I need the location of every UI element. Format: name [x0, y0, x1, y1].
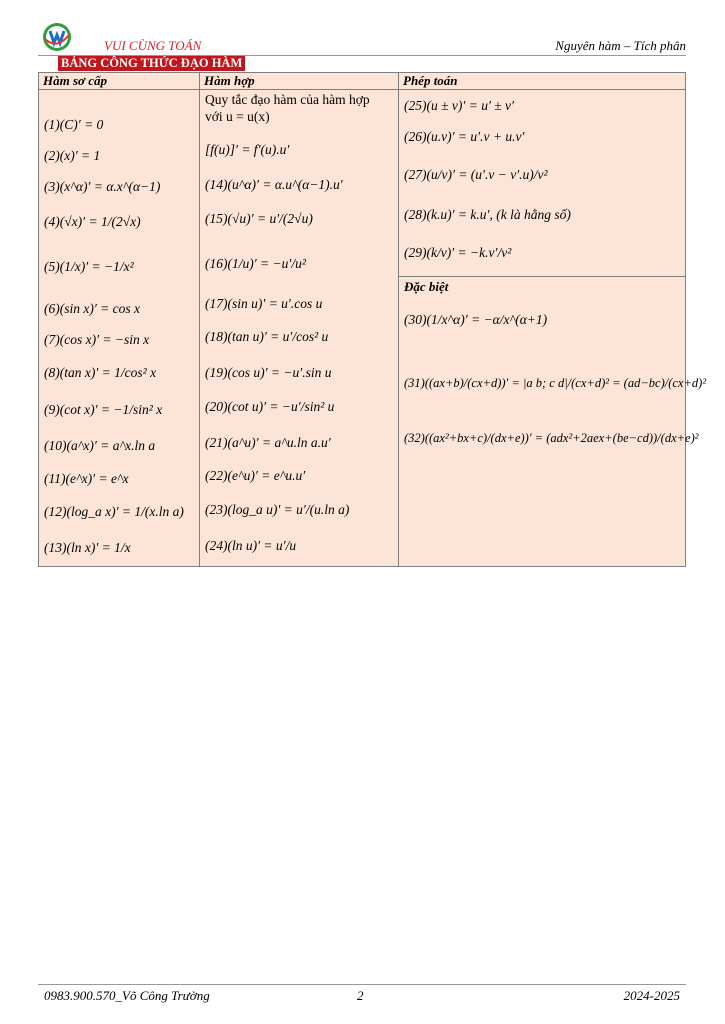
header-operations: Phép toán — [399, 73, 686, 90]
formula-25: (25)(u ± v)′ = u′ ± v′ — [404, 98, 515, 113]
header-composite: Hàm hợp — [200, 73, 399, 90]
brand-name: VUI CÙNG TOÁN — [104, 38, 202, 53]
formula-6: (6)(sin x)′ = cos x — [44, 301, 141, 316]
page-header — [38, 22, 686, 56]
formula-15: (15)(√u)′ = u′/(2√u) — [205, 211, 313, 226]
formula-3: (3)(x^α)′ = α.x^(α−1) — [44, 179, 161, 194]
formula-31: (31)((ax+b)/(cx+d))′ = |a b; c d|/(cx+d)² = (ad−bc)/(cx+d)² — [404, 376, 707, 390]
footer-contact: 0983.900.570_Võ Công Trường — [44, 988, 210, 1003]
formula-8: (8)(tan x)′ = 1/cos² x — [44, 365, 157, 380]
formula-12: (12)(log_a x)′ = 1/(x.ln a) — [44, 504, 184, 519]
formula-26: (26)(u.v)′ = u′.v + u.v′ — [404, 129, 525, 144]
formula-4: (4)(√x)′ = 1/(2√x) — [44, 214, 141, 229]
formula-32: (32)((ax²+bx+c)/(dx+e))′ = (adx²+2aex+(be−cd))/(dx+e)² — [404, 431, 699, 445]
formula-9: (9)(cot x)′ = −1/sin² x — [44, 402, 163, 417]
footer-year: 2024-2025 — [623, 988, 680, 1003]
header-elementary: Hàm sơ cấp — [39, 73, 200, 90]
page-footer — [38, 984, 686, 1003]
page-number: 2 — [357, 988, 364, 1003]
formula-30: (30)(1/x^α)′ = −α/x^(α+1) — [404, 312, 548, 327]
formula-24: (24)(ln u)′ = u′/u — [205, 538, 297, 553]
composite-rule-formula: [f(u)]′ = f′(u).u′ — [205, 142, 290, 157]
formula-17: (17)(sin u)′ = u′.cos u — [205, 296, 323, 311]
formula-5: (5)(1/x)′ = −1/x² — [44, 259, 134, 274]
special-cell — [399, 277, 707, 567]
formula-16: (16)(1/u)′ = −u′/u² — [205, 256, 306, 271]
special-heading: Đặc biệt — [404, 279, 449, 294]
formula-22: (22)(e^u)′ = e^u.u′ — [205, 468, 306, 483]
formula-27: (27)(u/v)′ = (u′.v − v′.u)/v² — [404, 167, 548, 182]
composite-rule-note: Quy tắc đạo hàm của hàm hợp với u = u(x) — [205, 92, 370, 124]
formula-10: (10)(a^x)′ = a^x.ln a — [44, 438, 156, 453]
va-logo-icon — [42, 22, 72, 52]
formula-21: (21)(a^u)′ = a^u.ln a.u′ — [205, 435, 331, 450]
elementary-column — [39, 90, 200, 567]
formula-28: (28)(k.u)′ = k.u′, (k là hằng số) — [404, 207, 571, 222]
section-banner: BẢNG CÔNG THỨC ĐẠO HÀM — [58, 56, 245, 71]
formula-29: (29)(k/v)′ = −k.v′/v² — [404, 245, 512, 260]
formula-7: (7)(cos x)′ = −sin x — [44, 332, 150, 347]
formula-13: (13)(ln x)′ = 1/x — [44, 540, 131, 555]
composite-column — [200, 90, 399, 567]
operations-cell — [399, 90, 686, 277]
formula-20: (20)(cot u)′ = −u′/sin² u — [205, 399, 335, 414]
formula-23: (23)(log_a u)′ = u′/(u.ln a) — [205, 502, 350, 517]
formula-18: (18)(tan u)′ = u′/cos² u — [205, 329, 329, 344]
formula-11: (11)(e^x)′ = e^x — [44, 471, 129, 486]
formula-19: (19)(cos u)′ = −u′.sin u — [205, 365, 332, 380]
topic-title: Nguyên hàm – Tích phân — [555, 38, 686, 53]
formula-1: (1)(C)′ = 0 — [44, 117, 104, 132]
formula-2: (2)(x)′ = 1 — [44, 148, 101, 163]
formula-14: (14)(u^α)′ = α.u^(α−1).u′ — [205, 177, 343, 192]
derivative-table — [38, 72, 707, 567]
